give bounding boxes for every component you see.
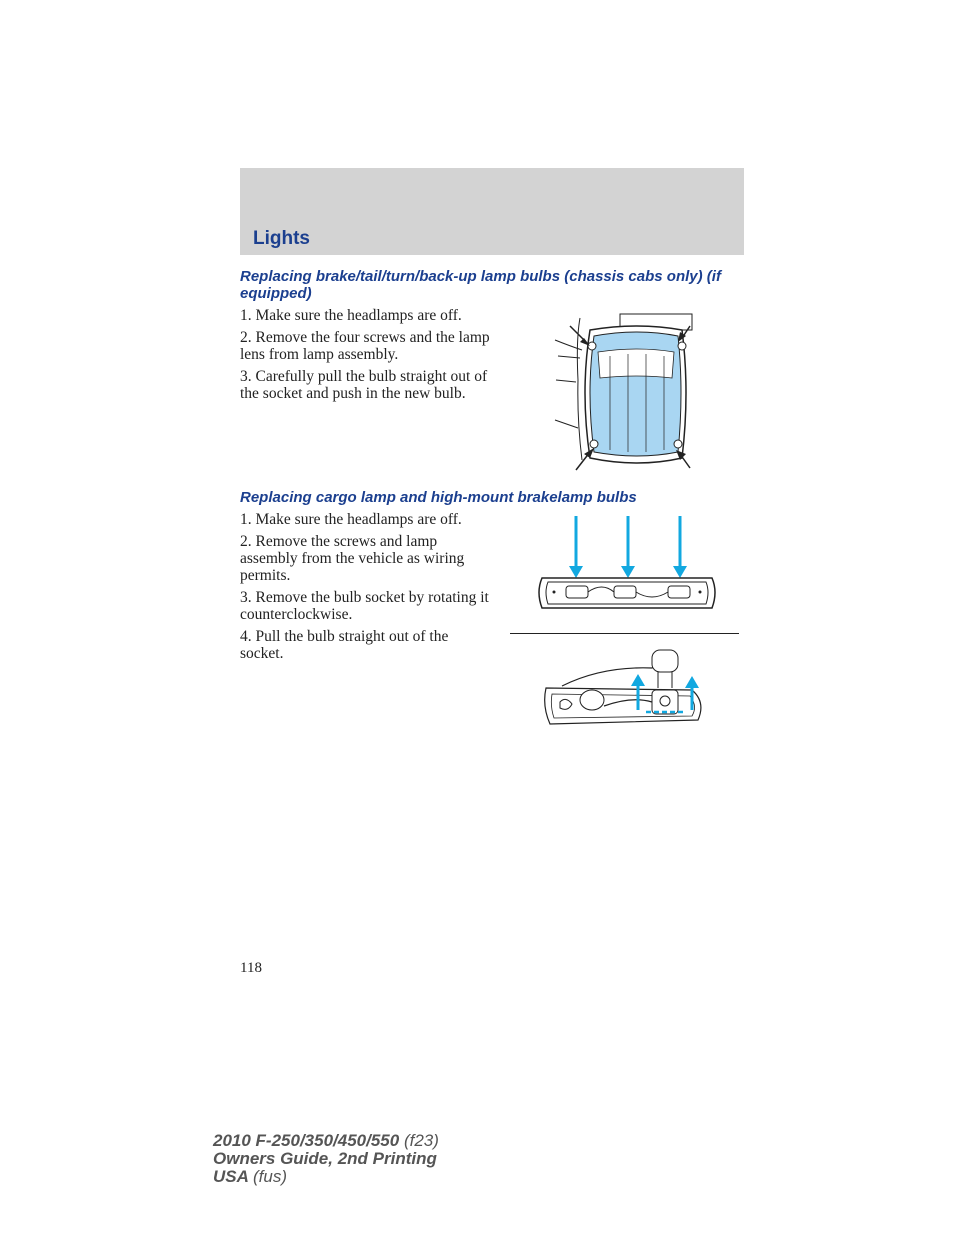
divider [510,633,739,634]
page-number: 118 [240,960,262,976]
step-2: 2. Remove the four screws and the lamp lens from lamp assembly. [240,329,490,363]
footer-line-3: USA (fus) [213,1167,287,1186]
section-1-heading: Replacing brake/tail/turn/back-up lamp bulbs (chassis cabs only) (if equipped) [240,268,721,302]
step-1: 1. Make sure the headlamps are off. [240,511,462,528]
step-2: 2. Remove the screws and lamp assembly from the vehicle as wiring permits. [240,533,465,584]
section-2-heading: Replacing cargo lamp and high-mount brakelamp bulbs [240,489,637,506]
header-band [240,168,744,255]
footer [213,1132,439,1186]
step-3: 3. Carefully pull the bulb straight out of the socket and push in the new bulb. [240,368,488,402]
bulb-socket-illustration [542,646,708,728]
step-4: 4. Pull the bulb straight out of the socket. [240,628,449,662]
section-1-steps [240,307,492,407]
step-3: 3. Remove the bulb socket by rotating it counterclockwise. [240,589,489,623]
section-title: Lights [253,228,310,249]
cargo-lamp-removal-illustration [536,512,720,614]
tail-lamp-illustration [550,310,696,472]
footer-line-2: Owners Guide, 2nd Printing [213,1149,437,1168]
step-1: 1. Make sure the headlamps are off. [240,307,462,324]
section-2-steps [240,511,492,667]
footer-line-1: 2010 F-250/350/450/550 (f23) [213,1131,439,1150]
